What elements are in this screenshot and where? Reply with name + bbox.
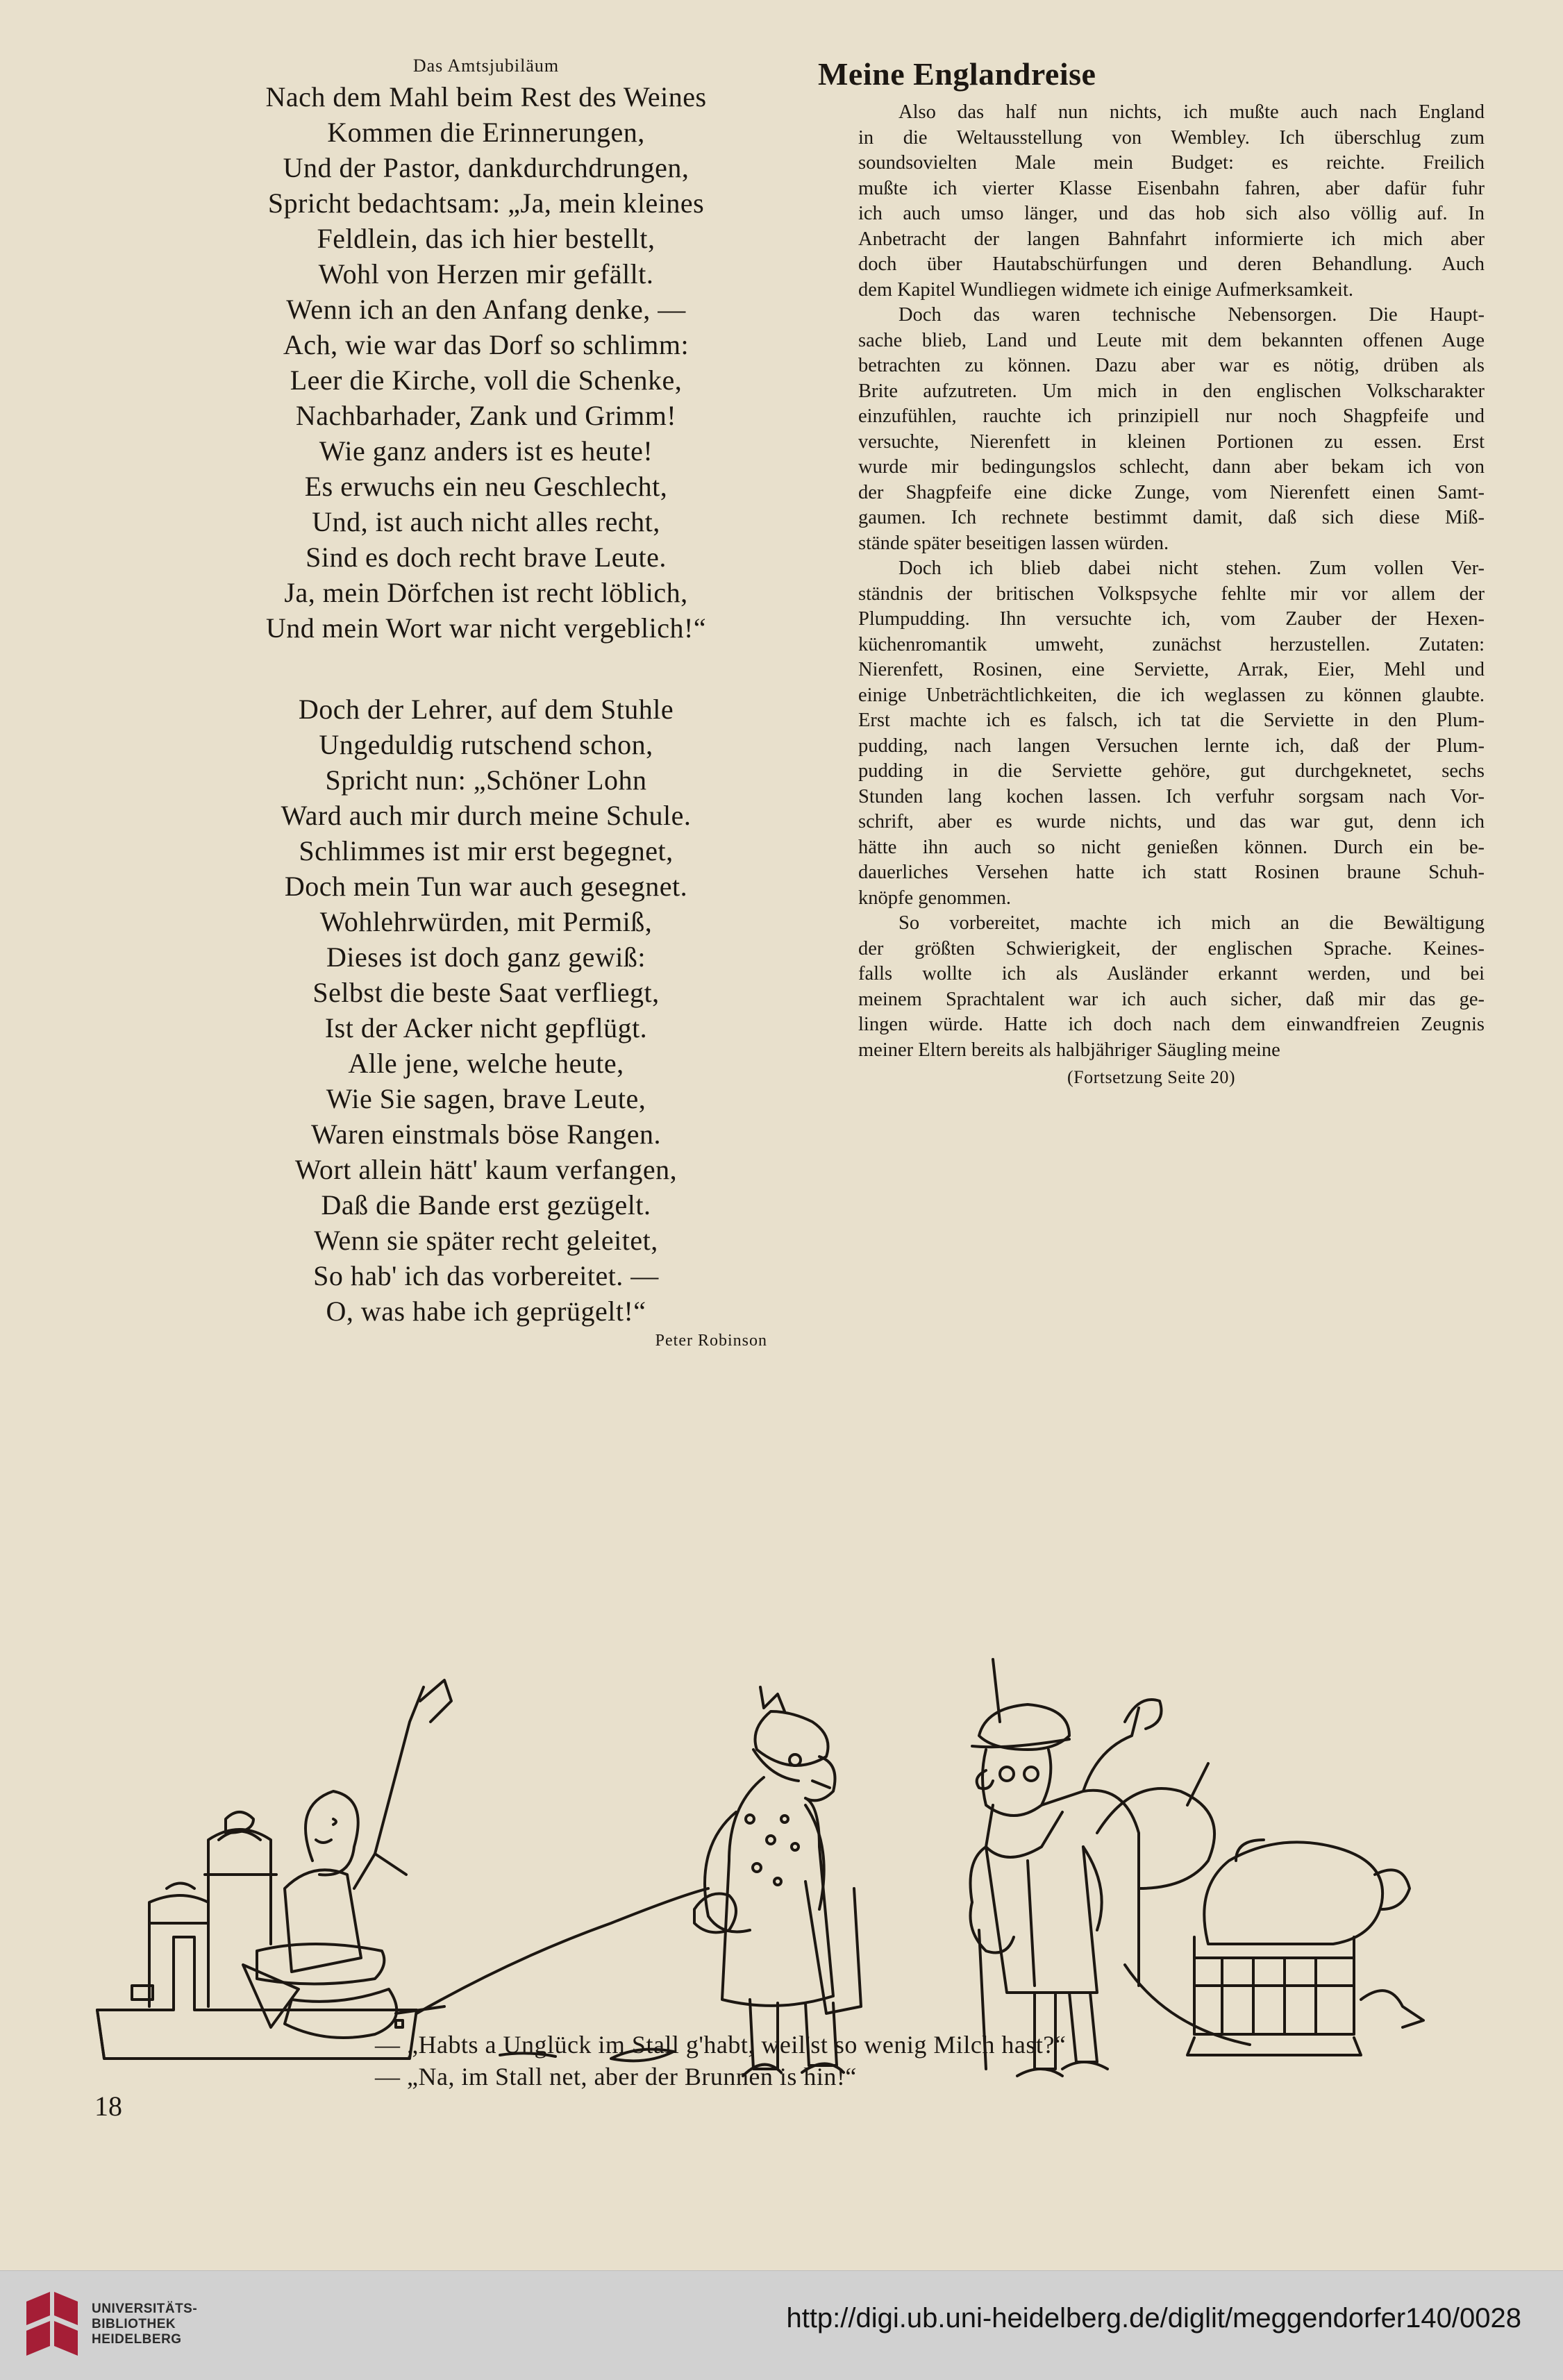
article-line: wurde mir bedingungslos schlecht, dann aber bekam ich von	[858, 456, 1485, 478]
article-body	[818, 100, 1485, 1063]
poem-column	[139, 56, 833, 1350]
poem-verse: Schlimmes ist mir erst begegnet,	[299, 835, 674, 866]
article-line: soundsovielten Male mein Budget: es reichte. Freilich	[858, 152, 1485, 174]
poem-verse: Wenn sie später recht geleitet,	[314, 1225, 658, 1256]
article-line: der Shagpfeife eine dicke Zunge, vom Nierenfett einen Samt-	[858, 481, 1485, 503]
caption-line-1: — „Habts a Unglück im Stall g'habt, weil'st so wenig Milch hast?“	[375, 2031, 1067, 2059]
poem-stanza-2	[139, 692, 833, 1329]
poem-verse: Wort allein hätt' kaum verfangen,	[294, 1154, 678, 1185]
poem-verse: Daß die Bande erst gezügelt.	[321, 1189, 651, 1221]
article-line: Brite aufzutreten. Um mich in den englischen Volkscharakter	[858, 380, 1485, 402]
article-line: Doch ich blieb dabei nicht stehen. Zum vollen Ver-	[898, 558, 1485, 579]
page-number: 18	[94, 2090, 122, 2122]
source-url-link[interactable]: http://digi.ub.uni-heidelberg.de/diglit/meggendorfer140/0028	[786, 2303, 1521, 2333]
poem-verse: Ward auch mir durch meine Schule.	[281, 800, 692, 831]
article-line: falls wollte ich als Ausländer erkannt werden, und bei	[858, 963, 1485, 984]
poem-verse: Kommen die Erinnerungen,	[327, 117, 645, 148]
continuation-note: (Fortsetzung Seite 20)	[1067, 1067, 1236, 1087]
article-line: Nierenfett, Rosinen, eine Serviette, Arrak, Eier, Mehl und	[858, 659, 1485, 680]
article-line: mußte ich vierter Klasse Eisenbahn fahren, aber dafür fuhr	[858, 177, 1485, 199]
article-line: gaumen. Ich rechnete bestimmt damit, daß sich diese Miß-	[858, 507, 1485, 528]
article-line: ständnis der britischen Volkspsyche fehlte mir vor allem der	[858, 583, 1485, 605]
article-line: küchenromantik umweht, zunächst herzustellen. Zutaten:	[858, 633, 1485, 655]
crate-with-bird	[1187, 1840, 1423, 2055]
poem-verse: Spricht nun: „Schöner Lohn	[325, 764, 647, 796]
article-line: einige Unbeträchtlichkeiten, die ich weglassen zu können glaubte.	[858, 684, 1485, 706]
article-line: ich auch umso länger, und das hob sich also völlig auf. In	[858, 203, 1485, 224]
article-line: So vorbereitet, machte ich mich an die Bewältigung	[898, 912, 1485, 934]
article-line: Anbetracht der langen Bahnfahrt informierte ich mich aber	[858, 228, 1485, 250]
woman-figure	[694, 1687, 861, 2076]
digitization-footer	[0, 2270, 1563, 2380]
cartoon-illustration	[83, 1361, 1493, 2090]
article-line: pudding, nach langen Versuchen lernte ich, daß der Plum-	[858, 735, 1485, 757]
article-line: Doch das waren technische Nebensorgen. Die Haupt-	[898, 304, 1485, 326]
poem-verse: Ist der Acker nicht gepflügt.	[324, 1012, 648, 1044]
article-line: einzufühlen, rauchte ich prinzipiell nur noch Shagpfeife und	[858, 405, 1485, 427]
article-line: meinem Sprachtalent war ich auch sicher, daß mir das ge-	[858, 988, 1485, 1010]
article-paragraph	[818, 100, 1485, 303]
poem-verse: So hab' ich das vorbereitet. —	[313, 1260, 659, 1291]
article-line: stände später beseitigen lassen würden.	[858, 532, 1169, 554]
library-name-line-2: BIBLIOTHEK	[92, 2317, 176, 2331]
sled-with-kettles	[97, 1680, 451, 2059]
article-line: Also das half nun nichts, ich mußte auch nach England	[898, 101, 1485, 123]
poem-verse: Wie Sie sagen, brave Leute,	[326, 1083, 646, 1114]
poem-stanza-1	[139, 79, 833, 646]
article-paragraph	[818, 303, 1485, 556]
running-head: Das Amtsjubiläum	[412, 56, 560, 76]
poem-verse: Wohlehrwürden, mit Permiß,	[319, 906, 653, 937]
caption-line-2: — „Na, im Stall net, aber der Brunnen is hin!“	[375, 2063, 857, 2090]
poem-verse: Selbst die beste Saat verfliegt,	[312, 977, 660, 1008]
poem-verse: Ungeduldig rutschend schon,	[319, 729, 653, 760]
article-line: sache blieb, Land und Leute mit dem bekannten offenen Auge	[858, 329, 1485, 351]
article-line: pudding in die Serviette gehöre, gut durchgeknetet, sechs	[858, 760, 1485, 782]
poem-verse: Sind es doch recht brave Leute.	[306, 542, 667, 573]
article-line: lingen würde. Hatte ich doch nach dem einwandfreien Zeugnis	[858, 1014, 1485, 1035]
university-library-logo-icon[interactable]	[22, 2288, 82, 2364]
article-title: Meine Englandreise	[818, 56, 1096, 92]
article-line: knöpfe genommen.	[858, 887, 1012, 909]
article-line: betrachten zu können. Dazu aber war es nötig, drüben als	[858, 355, 1485, 376]
article-line: in die Weltausstellung von Wembley. Ich überschlug zum	[858, 126, 1485, 149]
article-line: dauerliches Versehen hatte ich statt Rosinen braune Schuh-	[858, 862, 1485, 883]
poem-verse: Nach dem Mahl beim Rest des Weines	[265, 81, 707, 112]
library-name-line-1: UNIVERSITÄTS-	[92, 2302, 198, 2316]
poem-verse: Wie ganz anders ist es heute!	[319, 435, 653, 467]
poem-verse: Spricht bedachtsam: „Ja, mein kleines	[267, 187, 705, 219]
poem-verse: Waren einstmals böse Rangen.	[311, 1118, 661, 1150]
article-line: Erst machte ich es falsch, ich tat die Serviette in den Plum-	[858, 710, 1485, 731]
article-line: Plumpudding. Ihn versuchte ich, vom Zauber der Hexen-	[858, 608, 1485, 630]
man-figure	[971, 1659, 1215, 2076]
poem-verse: Nachbarhader, Zank und Grimm!	[295, 400, 677, 431]
poem-verse: Dieses ist doch ganz gewiß:	[326, 941, 646, 973]
poem-author: Peter Robinson	[655, 1332, 767, 1350]
poem-verse: Feldlein, das ich hier bestellt,	[317, 223, 655, 254]
article-column	[818, 56, 1485, 1088]
poem-verse: Es erwuchs ein neu Geschlecht,	[304, 471, 668, 502]
poem-verse: Ja, mein Dörfchen ist recht löblich,	[284, 577, 688, 608]
library-name-line-3: HEIDELBERG	[92, 2332, 182, 2347]
poem-verse: Ach, wie war das Dorf so schlimm:	[283, 329, 689, 360]
poem-verse: Und der Pastor, dankdurchdrungen,	[283, 152, 689, 183]
article-line: meiner Eltern bereits als halbjähriger Säugling meine	[858, 1039, 1280, 1061]
poem-verse: Doch der Lehrer, auf dem Stuhle	[298, 694, 674, 725]
poem-verse: Und, ist auch nicht alles recht,	[312, 506, 660, 537]
cartoon-caption	[375, 2029, 1278, 2093]
article-line: der größten Schwierigkeit, der englischen Sprache. Keines-	[858, 937, 1485, 959]
article-line: Stunden lang kochen lassen. Ich verfuhr sorgsam nach Vor-	[858, 785, 1485, 807]
article-line: hätte ihn auch so nicht genießen können. Durch ein be-	[858, 836, 1485, 858]
article-line: versuchte, Nierenfett in kleinen Portionen zu essen. Erst	[858, 430, 1485, 453]
poem-verse: Leer die Kirche, voll die Schenke,	[290, 364, 683, 396]
article-line: schrift, aber es wurde nichts, und das war gut, denn ich	[858, 811, 1485, 832]
poem-verse: Doch mein Tun war auch gesegnet.	[284, 871, 688, 902]
poem-verse: O, was habe ich geprügelt!“	[326, 1296, 646, 1327]
article-paragraph	[818, 911, 1485, 1063]
poem-verse: Alle jene, welche heute,	[348, 1048, 624, 1079]
article-paragraph	[818, 556, 1485, 911]
article-line: dem Kapitel Wundliegen widmete ich einige Aufmerksamkeit.	[858, 278, 1354, 301]
poem-verse: Wenn ich an den Anfang denke, —	[286, 294, 686, 325]
article-line: doch über Hautabschürfungen und deren Behandlung. Auch	[858, 253, 1485, 275]
poem-verse: Wohl von Herzen mir gefällt.	[318, 258, 654, 290]
poem-verse: Und mein Wort war nicht vergeblich!“	[265, 612, 707, 644]
library-name	[92, 2302, 197, 2347]
